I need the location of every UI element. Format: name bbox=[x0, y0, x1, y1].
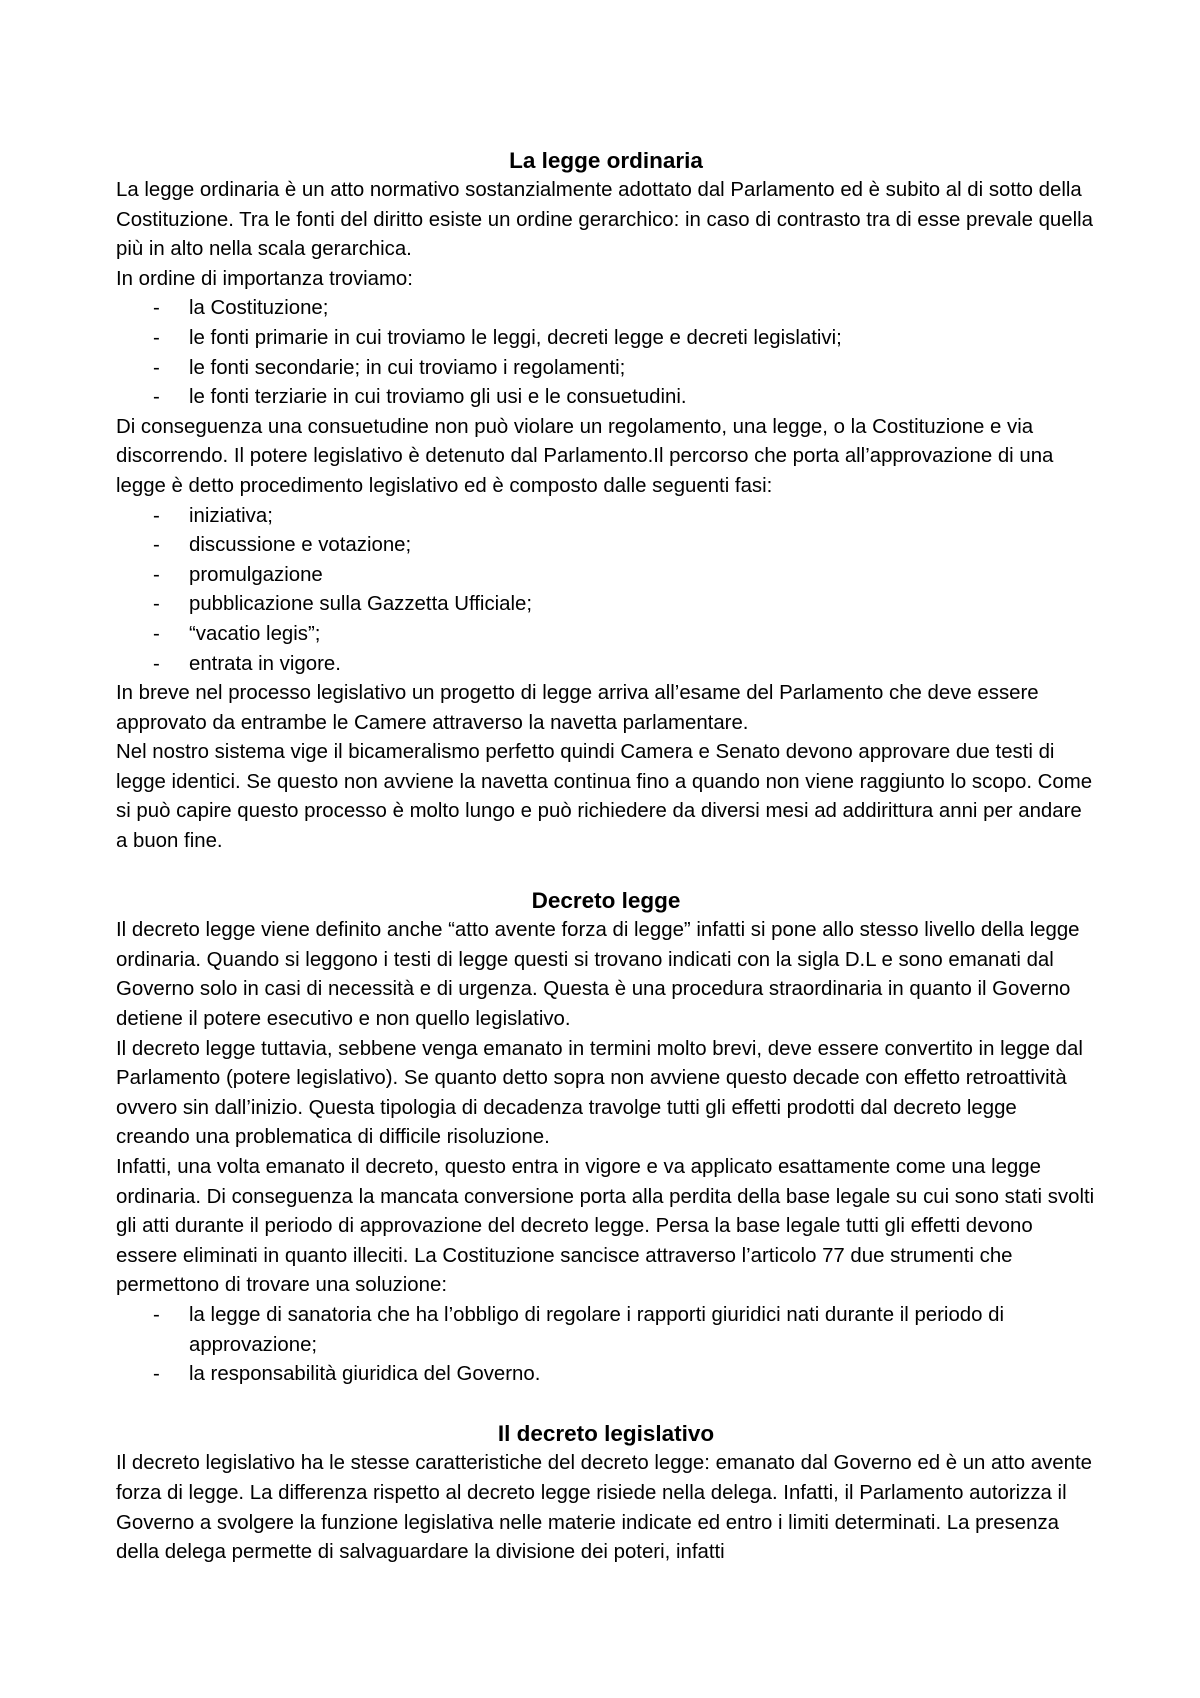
list-item: - entrata in vigore. bbox=[116, 650, 1096, 680]
paragraph: Nel nostro sistema vige il bicameralismo perfetto quindi Camera e Senato devono approvare due testi di legge identici. Se questo non avviene la navetta continua fino a quando non viene raggiunto lo scopo. Come si può capire questo processo è molto lungo e può richiedere da diversi mesi ad addirittura anni per andare a buon fine. bbox=[116, 741, 1093, 853]
paragraph: Il decreto legislativo ha le stesse caratteristiche del decreto legge: emanato dal Governo ed è un atto avente forza di legge. La differenza rispetto al decreto legge risiede nella delega. Infatti, il Parlamento autorizza il Governo a svolgere la funzione legislativa nelle materie indicate ed entro i limiti determinati. La presenza della delega permette di salvaguardare la divisione dei poteri, infatti bbox=[116, 1452, 1092, 1564]
list-item: - iniziativa; bbox=[116, 502, 1096, 532]
document-body bbox=[116, 146, 1096, 1568]
strumenti-list bbox=[116, 1301, 1096, 1390]
list-item: - pubblicazione sulla Gazzetta Ufficiale; bbox=[116, 590, 1096, 620]
fonti-list bbox=[116, 294, 1096, 412]
list-item: - “vacatio legis”; bbox=[116, 620, 1096, 650]
paragraph: Il decreto legge tuttavia, sebbene venga emanato in termini molto brevi, deve essere convertito in legge dal Parlamento (potere legislativo). Se quanto detto sopra non avviene questo decade con effetto retroattività ovvero sin dall’inizio. Questa tipologia di decadenza travolge tutti gli effetti prodotti dal decreto legge creando una problematica di difficile risoluzione. bbox=[116, 1037, 1083, 1149]
list-item: - promulgazione bbox=[116, 561, 1096, 591]
paragraph: Di conseguenza una consuetudine non può violare un regolamento, una legge, o la Costituzione e via discorrendo. Il potere legislativo è detenuto dal Parlamento.Il percorso che porta all’approvazione di una legge è detto procedimento legislativo ed è composto dalle seguenti fasi: bbox=[116, 415, 1054, 497]
list-item: - le fonti secondarie; in cui troviamo i regolamenti; bbox=[116, 354, 1096, 384]
section-title-decreto-legge: Decreto legge bbox=[531, 888, 681, 914]
section-title-legge-ordinaria: La legge ordinaria bbox=[509, 148, 703, 173]
paragraph: In breve nel processo legislativo un progetto di legge arriva all’esame del Parlamento che deve essere approvato da entrambe le Camere attraverso la navetta parlamentare. bbox=[116, 682, 1039, 734]
paragraph: Infatti, una volta emanato il decreto, questo entra in vigore e va applicato esattamente come una legge ordinaria. Di conseguenza la mancata conversione porta alla perdita della base legale su cui sono stati svolti gli atti durante il periodo di approvazione del decreto legge. Persa la base legale tutti gli effetti devono essere eliminati in quanto illeciti. La Costituzione sancisce attraverso l’articolo 77 due strumenti che permettono di trovare una soluzione: bbox=[116, 1156, 1095, 1297]
paragraph: In ordine di importanza troviamo: bbox=[116, 267, 413, 290]
paragraph: La legge ordinaria è un atto normativo sostanzialmente adottato dal Parlamento ed è subito al di sotto della Costituzione. Tra le fonti del diritto esiste un ordine gerarchico: in caso di contrasto tra di esse prevale quella più in alto nella scala gerarchica. bbox=[116, 179, 1094, 261]
list-item: - la Costituzione; bbox=[116, 294, 1096, 324]
list-item: - le fonti primarie in cui troviamo le leggi, decreti legge e decreti legislativi; bbox=[116, 324, 1096, 354]
fasi-list bbox=[116, 502, 1096, 680]
section-title-decreto-legislativo: Il decreto legislativo bbox=[497, 1421, 715, 1447]
list-item: - le fonti terziarie in cui troviamo gli usi e le consuetudini. bbox=[116, 383, 1096, 413]
list-item: - discussione e votazione; bbox=[116, 531, 1096, 561]
list-item: - la legge di sanatoria che ha l’obbligo di regolare i rapporti giuridici nati durante il periodo di approvazione; bbox=[116, 1301, 1096, 1360]
paragraph: Il decreto legge viene definito anche “atto avente forza di legge” infatti si pone allo stesso livello della legge ordinaria. Quando si leggono i testi di legge questi si trovano indicati con la sigla D.L e sono emanati dal Governo solo in casi di necessità e di urgenza. Questa è una procedura straordinaria in quanto il Governo detiene il potere esecutivo e non quello legislativo. bbox=[116, 919, 1080, 1031]
list-item: - la responsabilità giuridica del Governo. bbox=[116, 1360, 1096, 1390]
